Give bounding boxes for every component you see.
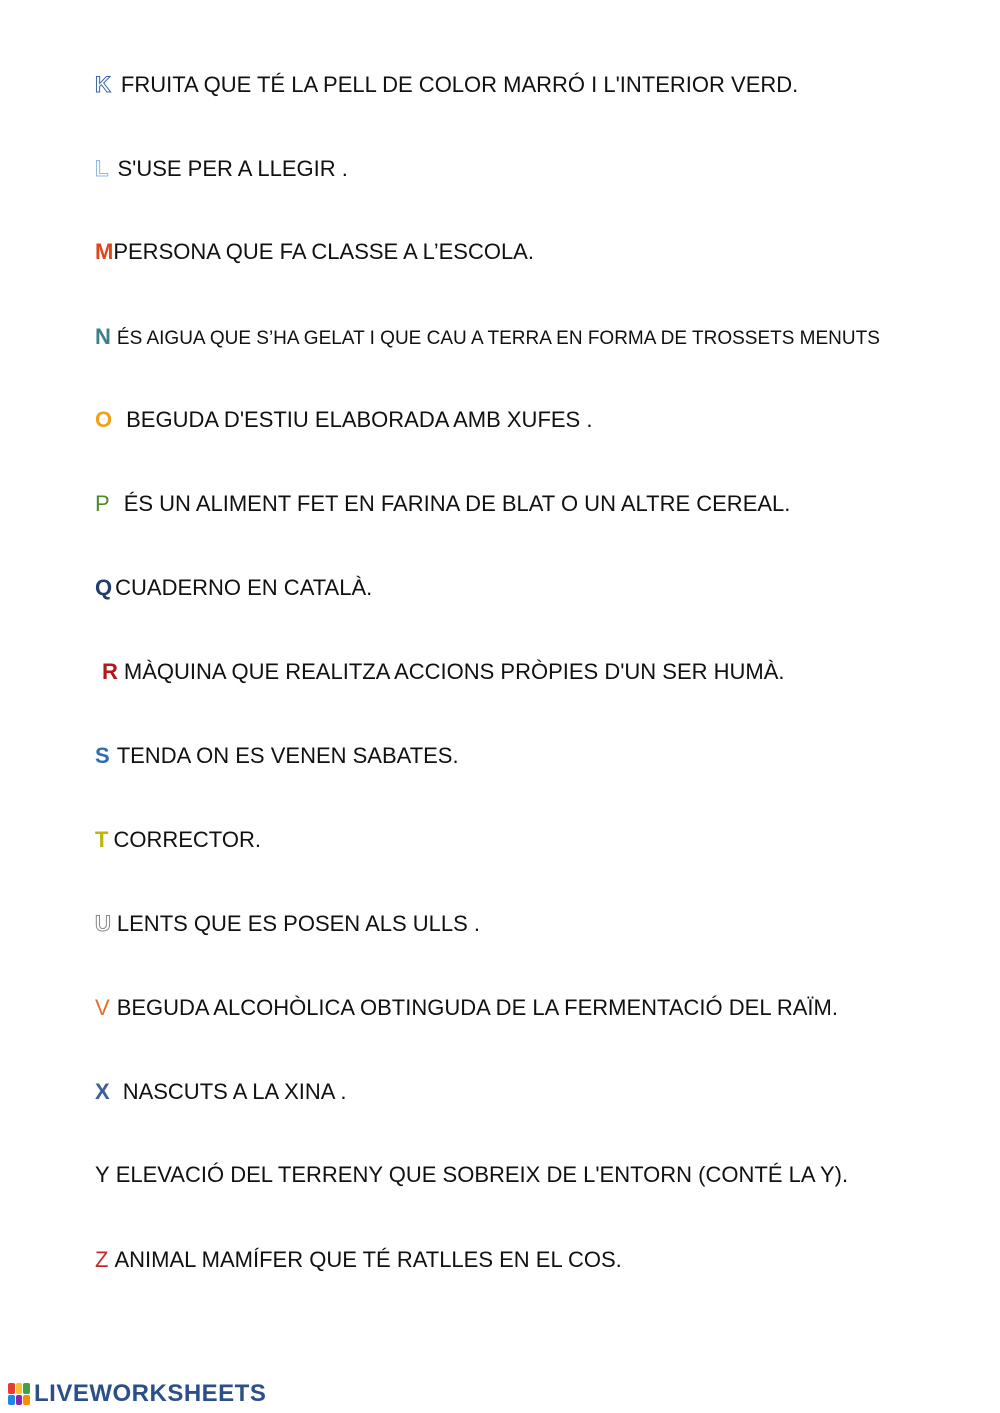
clue-q [95,575,372,601]
clue-l [95,156,348,182]
clue-text: S'USE PER A LLEGIR . [117,156,348,181]
clue-v [95,995,838,1021]
logo-tile [8,1383,15,1394]
clue-letter: T [95,827,109,852]
clue-letter: N [95,324,111,349]
logo-text: LIVEWORKSHEETS [34,1380,267,1407]
clue-text: PERSONA QUE FA CLASSE A L’ESCOLA. [113,239,534,264]
clue-letter: Z [95,1247,109,1272]
clue-letter: X [95,1079,110,1104]
clue-letter: K [95,72,111,97]
clue-k [95,72,798,98]
clue-o [95,407,592,433]
clue-y [95,1162,848,1188]
clue-letter: S [95,743,110,768]
clue-text: BEGUDA D'ESTIU ELABORADA AMB XUFES . [126,407,593,432]
clue-text: TENDA ON ES VENEN SABATES. [116,743,459,768]
clue-n [95,324,880,352]
clue-letter: O [95,407,113,432]
clue-text: CORRECTOR. [113,827,261,852]
clue-text: CUADERNO EN CATALÀ. [115,575,373,600]
clue-text: ÉS AIGUA QUE S’HA GELAT I QUE CAU A TERRA EN FORMA DE TROSSETS MENUTS [116,328,880,349]
clue-text: ÉS UN ALIMENT FET EN FARINA DE BLAT O UN ALTRE CEREAL. [123,491,791,516]
liveworksheets-logo [8,1380,266,1408]
clue-letter: M [95,239,114,264]
clue-letter: R [102,659,118,684]
clue-p [95,491,790,517]
clue-text: ANIMAL MAMÍFER QUE TÉ RATLLES EN EL COS. [114,1247,622,1272]
clue-t [95,827,261,853]
clue-letter: L [95,156,109,181]
clue-letter: Q [95,575,113,600]
clue-z [95,1247,622,1273]
logo-tile [8,1395,15,1406]
clue-text: NASCUTS A LA XINA . [122,1079,347,1104]
logo-tile [23,1383,30,1394]
clue-letter: U [95,911,111,936]
clue-x [95,1079,346,1105]
liveworksheets-logo-icon [8,1383,30,1405]
logo-tile [16,1395,23,1406]
logo-tile [23,1395,30,1406]
clue-m [95,239,534,265]
clue-letter: Y [95,1162,110,1187]
clue-text: ELEVACIÓ DEL TERRENY QUE SOBREIX DE L'ENTORN (CONTÉ LA Y). [115,1162,849,1187]
clue-text: BEGUDA ALCOHÒLICA OBTINGUDA DE LA FERMENTACIÓ DEL RAÏM. [116,995,838,1020]
logo-tile [16,1383,23,1394]
clue-s [95,743,459,769]
clue-letter: P [95,491,110,516]
clue-letter: V [95,995,110,1020]
clue-text: MÀQUINA QUE REALITZA ACCIONS PRÒPIES D'UN SER HUMÀ. [123,659,785,684]
clue-text: FRUITA QUE TÉ LA PELL DE COLOR MARRÓ I L'INTERIOR VERD. [120,72,799,97]
clue-text: LENTS QUE ES POSEN ALS ULLS . [116,911,481,936]
clue-u [95,911,480,937]
clue-r [102,659,785,685]
